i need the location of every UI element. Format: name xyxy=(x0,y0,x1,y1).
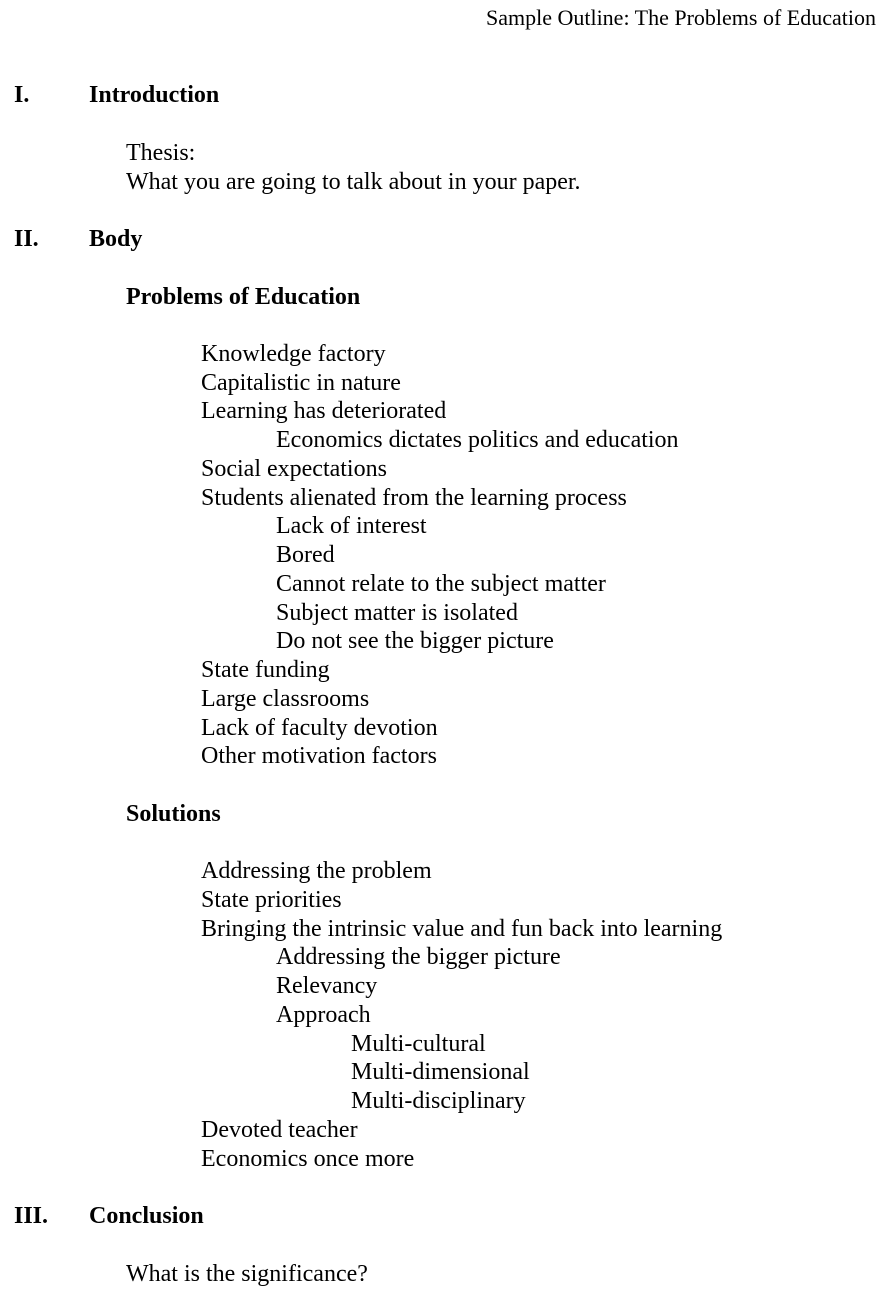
item-text: Capitalistic in nature xyxy=(201,370,401,396)
subitem-text: Economics dictates politics and education xyxy=(276,427,679,453)
subitem-text: Relevancy xyxy=(276,973,378,999)
section-title: Introduction xyxy=(89,82,220,108)
item-text: What you are going to talk about in your paper. xyxy=(126,169,581,195)
section-marker: III. xyxy=(14,1203,49,1229)
subsubitem-text: Multi-disciplinary xyxy=(351,1088,526,1114)
item-text: What is the significance? xyxy=(126,1261,368,1287)
subitem-text: Cannot relate to the subject matter xyxy=(276,571,606,597)
item-text: Large classrooms xyxy=(201,686,370,712)
item-text: Economics once more xyxy=(201,1146,415,1172)
subsection-title: Problems of Education xyxy=(126,284,361,310)
subitem-text: Do not see the bigger picture xyxy=(276,628,554,654)
section-marker: I. xyxy=(14,82,30,108)
section-marker: II. xyxy=(14,226,39,252)
section-title: Conclusion xyxy=(89,1203,204,1229)
subsubitem-text: Multi-cultural xyxy=(351,1031,486,1057)
item-text: State priorities xyxy=(201,887,342,913)
item-text: Bringing the intrinsic value and fun back into learning xyxy=(201,916,723,942)
subitem-text: Lack of interest xyxy=(276,513,427,539)
item-text: Other motivation factors xyxy=(201,743,437,769)
item-text: Devoted teacher xyxy=(201,1117,358,1143)
subitem-text: Bored xyxy=(276,542,335,568)
subsubitem-text: Multi-dimensional xyxy=(351,1059,530,1085)
item-text: Learning has deteriorated xyxy=(201,398,447,424)
item-text: Students alienated from the learning process xyxy=(201,485,627,511)
item-text: Knowledge factory xyxy=(201,341,386,367)
subsection-title: Solutions xyxy=(126,801,221,827)
subitem-text: Approach xyxy=(276,1002,371,1028)
section-title: Body xyxy=(89,226,143,252)
item-text: Addressing the problem xyxy=(201,858,432,884)
item-text: Thesis: xyxy=(126,140,196,166)
page-header-title: Sample Outline: The Problems of Education xyxy=(485,5,876,30)
item-text: State funding xyxy=(201,657,330,683)
item-text: Social expectations xyxy=(201,456,387,482)
subitem-text: Subject matter is isolated xyxy=(276,600,518,626)
subitem-text: Addressing the bigger picture xyxy=(276,944,561,970)
item-text: Lack of faculty devotion xyxy=(201,715,438,741)
